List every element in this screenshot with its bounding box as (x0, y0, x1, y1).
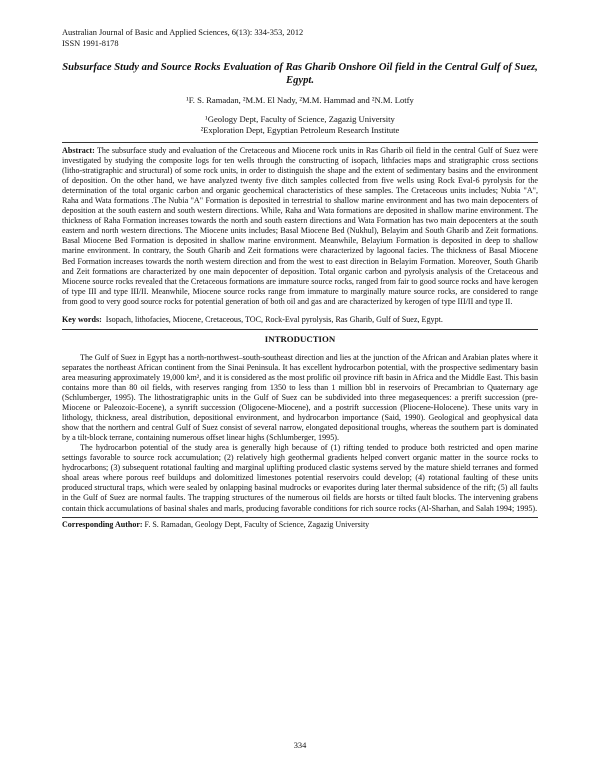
abstract-label: Abstract: (62, 146, 95, 155)
introduction-body (62, 353, 538, 514)
introduction-heading: INTRODUCTION (264, 333, 336, 344)
intro-paragraph-2: The hydrocarbon potential of the study area is generally high because of (1) rifting tended to produce both restricted and open marine settings favorable to source rock accumulation; (2) relatively high geothermal gradients helped convert organic matter in the source rocks to hydrocarbons; (3) subsequent rotational faulting and marginal uplifting produced clastic systems served by the mature shield terranes and formed shoal areas where porous reef buildups and dolomitized limestones potential reservoirs could develop; (4) rotational faulting of these units produced structural traps, which were sealed by onlapping basinal mudrocks or evaporites during later thermal subsidence of the rift; (5) all faults in the Gulf of Suez are normal faults. The trapping structures of the numerous oil fields are horsts or tilted fault blocks. The intervening grabens contain thick accumulations of basinal shales and marls, producing favorable conditions for rich source rocks (Al-Sharhan, and Salah 1994; 1995). (62, 443, 538, 513)
abstract-paragraph (62, 146, 538, 307)
footnote-divider (62, 517, 538, 518)
keywords-block (62, 315, 538, 325)
intro-paragraph-1: The Gulf of Suez in Egypt has a north-northwest–south-southeast direction and lies at the junction of the African and Arabian plates where it separates the northeast African continent from the Sinai Peninsula. It has excellent hydrocarbon potential, with the prospective sedimentary basin area measuring approximately 19,000 km², and it is considered as the most prolific oil province rift basin in Africa and the Middle East. This basin contains more than 80 oil fields, with reserves ranging from 1350 to less than 1 million bbl in reservoirs of Precambrian to Quaternary age (Schlumberger, 1995). The lithostratigraphic units in the Gulf of Suez can be subdivided into three megasequences: a prerift succession (pre-Miocene or Paleozoic-Eocene), a synrift succession (Oligocene-Miocene), and a postrift succession (Pliocene-Holocene). These units vary in lithology, thickness, areal distribution, depositional environment, and hydrocarbon importance (Said, 1990). Geological and geophysical data show that the northern and central Gulf of Suez consist of several narrow, elongated depositional troughs, whereas the southern part is dominated by a tilt-block terrane, containing numerous offset linear highs (Schlumberger, 1995). (62, 352, 538, 443)
author-list: ¹F. S. Ramadan, ²M.M. El Nady, ²M.M. Hammad and ²N.M. Lotfy (186, 95, 414, 105)
journal-header (62, 28, 538, 49)
corr-label: Corresponding Author: (62, 519, 143, 529)
keywords-text: Isopach, lithofacies, Miocene, Cretaceous, TOC, Rock-Eval pyrolysis, Ras Gharib, Gulf of Suez, Egypt. (105, 314, 443, 324)
corr-text: F. S. Ramadan, Geology Dept, Faculty of Science, Zagazig University (144, 519, 370, 529)
abstract-text: The subsurface study and evaluation of the Cretaceous and Miocene rock units in Ras Gharib oil field in the central Gulf of Suez were investigated by studying the composite logs for ten wells through the constructing of isopach, lithfacies maps and stratigraphic cross sections (litho-stratigraphic and structural) of some rock units, in order to distinguish the shape and the extent of sedimentary basins and the environment of deposition. On the other hand, we have analyzed twenty five ditch samples collected from five wells using Rock Eval-6 pyrolysis for the determination of the total organic carbon and organic geochemical characteristics of these samples. The Cretaceous units includes; Nubia "A", Raha and Wata formations .The Nubia "A" Formation is deposited in terrestrial to shallow marine environment and has two main depocenters of deposition at the south eastern and south western directions. While, Raha and Wata formations are deposited in shallow marine environment. The thickness of Raha Formation increases towards the north and south eastern directions and Wata Formation has two main depocenters at the south eastern and north western directions. The Miocene units includes; Basal Miocene Bed (Nukhul), Belayim and South Gharib and Zeit formations. Basal Miocene Bed Formation is deposited in shallow marine environment. Meanwhile, Belayium Formation is deposited in deep to shallow marine environment. In contrary, the South Gharib and Zeit formations were characterized by lagoonal facies. The thickness of Basal Miocene Bed Formation increases towards the north western direction and from the west to east direction in Belayim Formation. Moreover, South Gharib and Zeit formations are characterized by one main depocenter of deposition. Total organic carbon and pyrolysis analysis of the Cretaceous and Miocene source rocks revealed that the Cretaceous formations are immature source rocks, ranged from fair to good source rocks and have kerogen of type III and type III/II. Meanwhile, Miocene source rocks range from immature to marginally mature source rocks, are considered to range from good to very good source rocks for potential generation of both oil and gas and are characterized by kerogen of type III/II and type II. (62, 146, 538, 306)
keywords-label: Key words: (62, 314, 102, 324)
affiliations (62, 114, 538, 136)
corresponding-author (62, 520, 538, 530)
abstract-section (62, 142, 538, 330)
journal-citation: Australian Journal of Basic and Applied Sciences, 6(13): 334-353, 2012 (62, 28, 304, 37)
affiliation-1: ¹Geology Dept, Faculty of Science, Zagazig University (205, 114, 395, 124)
page-number: 334 (293, 741, 307, 750)
paper-title: Subsurface Study and Source Rocks Evaluation of Ras Gharib Onshore Oil field in the Central Gulf of Suez, Egypt. (62, 62, 538, 86)
journal-issn: ISSN 1991-8178 (62, 38, 119, 48)
affiliation-2: ²Exploration Dept, Egyptian Petroleum Research Institute (200, 125, 400, 135)
